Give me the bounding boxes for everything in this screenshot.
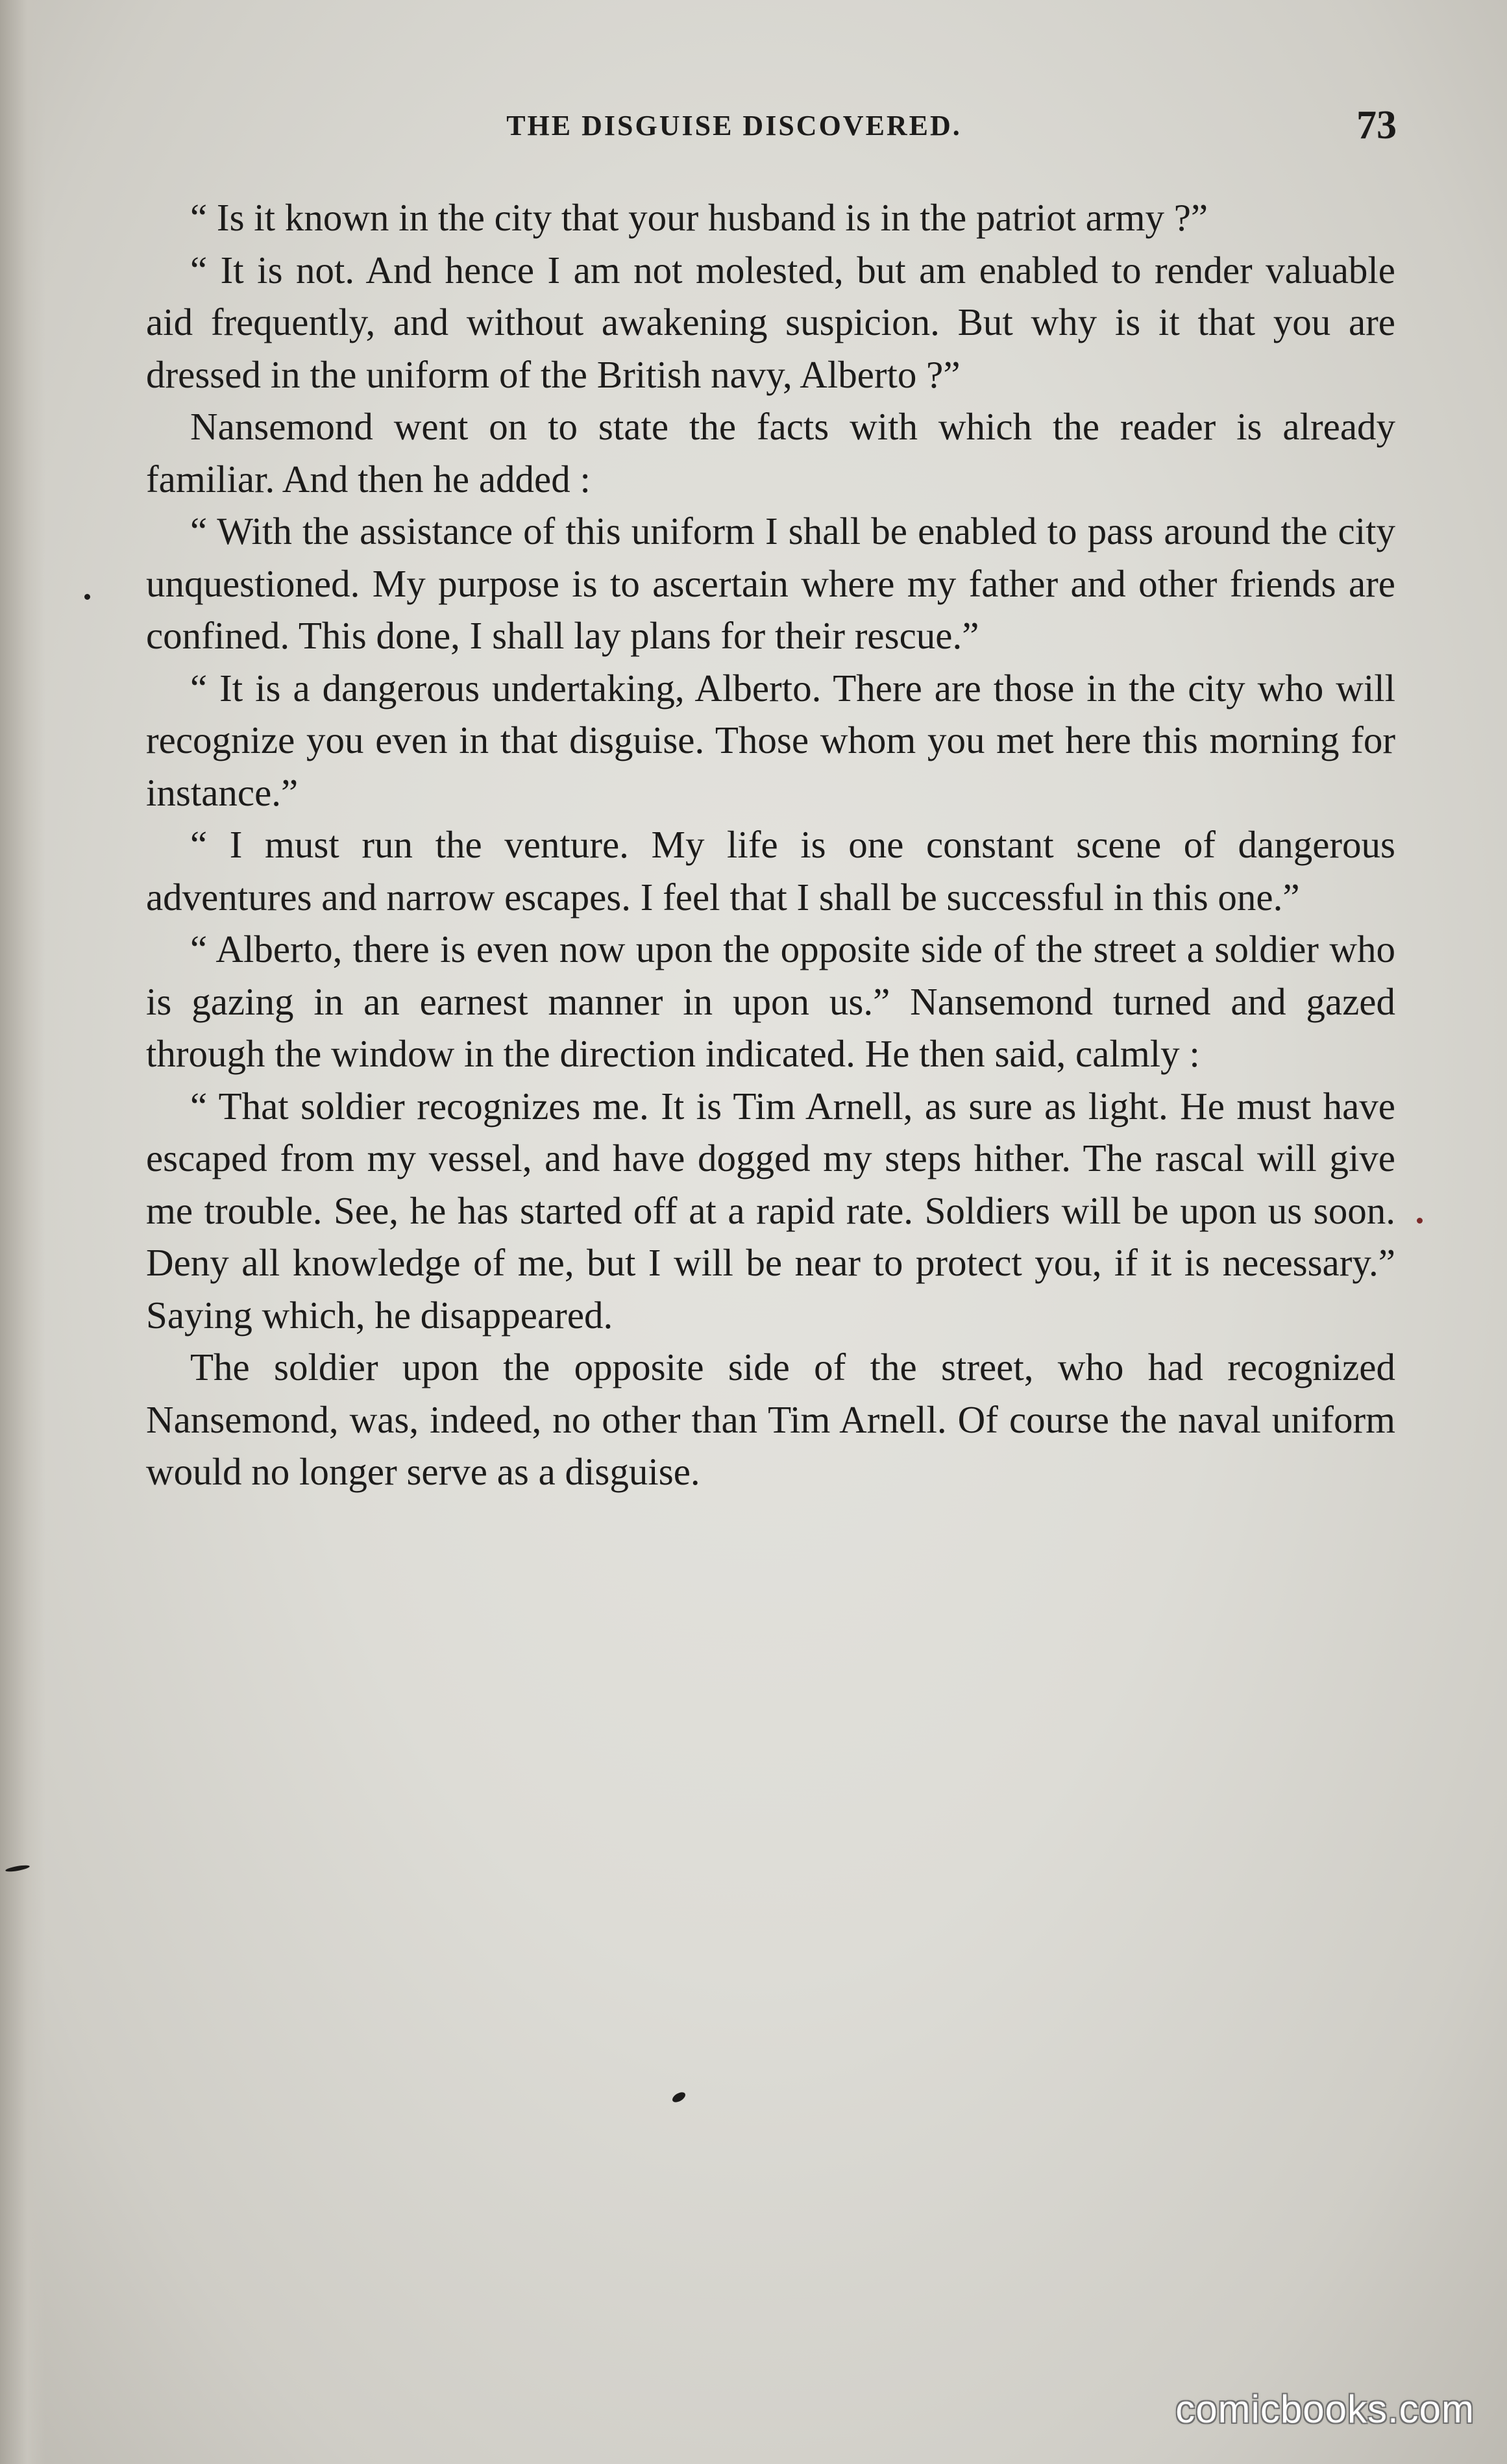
paragraph-3: Nansemond went on to state the facts with which the reader is already familiar. And then he added :: [146, 405, 1395, 500]
paragraph-4: “ With the assistance of this uniform I shall be enabled to pass around the city unquestioned. My purpose is to ascertain where my father and other friends are confined. This done, I shall lay plans for their rescue.”: [146, 510, 1395, 657]
page-number: 73: [1356, 103, 1397, 147]
ink-speck: [84, 594, 90, 600]
paragraph-9: The soldier upon the opposite side of the street, who had recognized Nansemond, was, indeed, no other than Tim Arnell. Of course the naval uniform would no longer serve as a disguise.: [146, 1346, 1395, 1493]
body-text: [146, 191, 1395, 1498]
page-header: [149, 103, 1397, 161]
running-head: THE DISGUISE DISCOVERED.: [506, 110, 962, 142]
paragraph-7: “ Alberto, there is even now upon the opposite side of the street a soldier who is gazing in an earnest manner in upon us.” Nansemond turned and gazed through the window in the direction indicated. He then said, calmly :: [146, 928, 1395, 1075]
paragraph-5: “ It is a dangerous undertaking, Alberto. There are those in the city who will recognize you even in that disguise. Those whom you met here this morning for instance.”: [146, 666, 1395, 814]
paragraph-1: “ Is it known in the city that your husband is in the patriot army ?”: [190, 196, 1208, 239]
paragraph-6: “ I must run the venture. My life is one constant scene of dangerous adventures and narrow escapes. I feel that I shall be successful in this one.”: [146, 823, 1395, 918]
ink-speck: [1417, 1218, 1423, 1224]
ink-speck: [670, 2090, 687, 2104]
watermark-logo: comicbooks.com: [1175, 2387, 1475, 2431]
page-left-edge-shadow: [0, 0, 45, 2464]
paragraph-8: “ That soldier recognizes me. It is Tim Arnell, as sure as light. He must have escaped from my vessel, and have dogged my steps hither. The rascal will give me trouble. See, he has started off at a rapid rate. Soldiers will be upon us soon. Deny all knowledge of me, but I will be near to protect you, if it is necessary.” Saying which, he disappeared.: [146, 1084, 1395, 1337]
paragraph-2: “ It is not. And hence I am not molested, but am enabled to render valuable aid frequently, and without awakening suspicion. But why is it that you are dressed in the uniform of the British navy, Alberto ?”: [146, 248, 1395, 396]
